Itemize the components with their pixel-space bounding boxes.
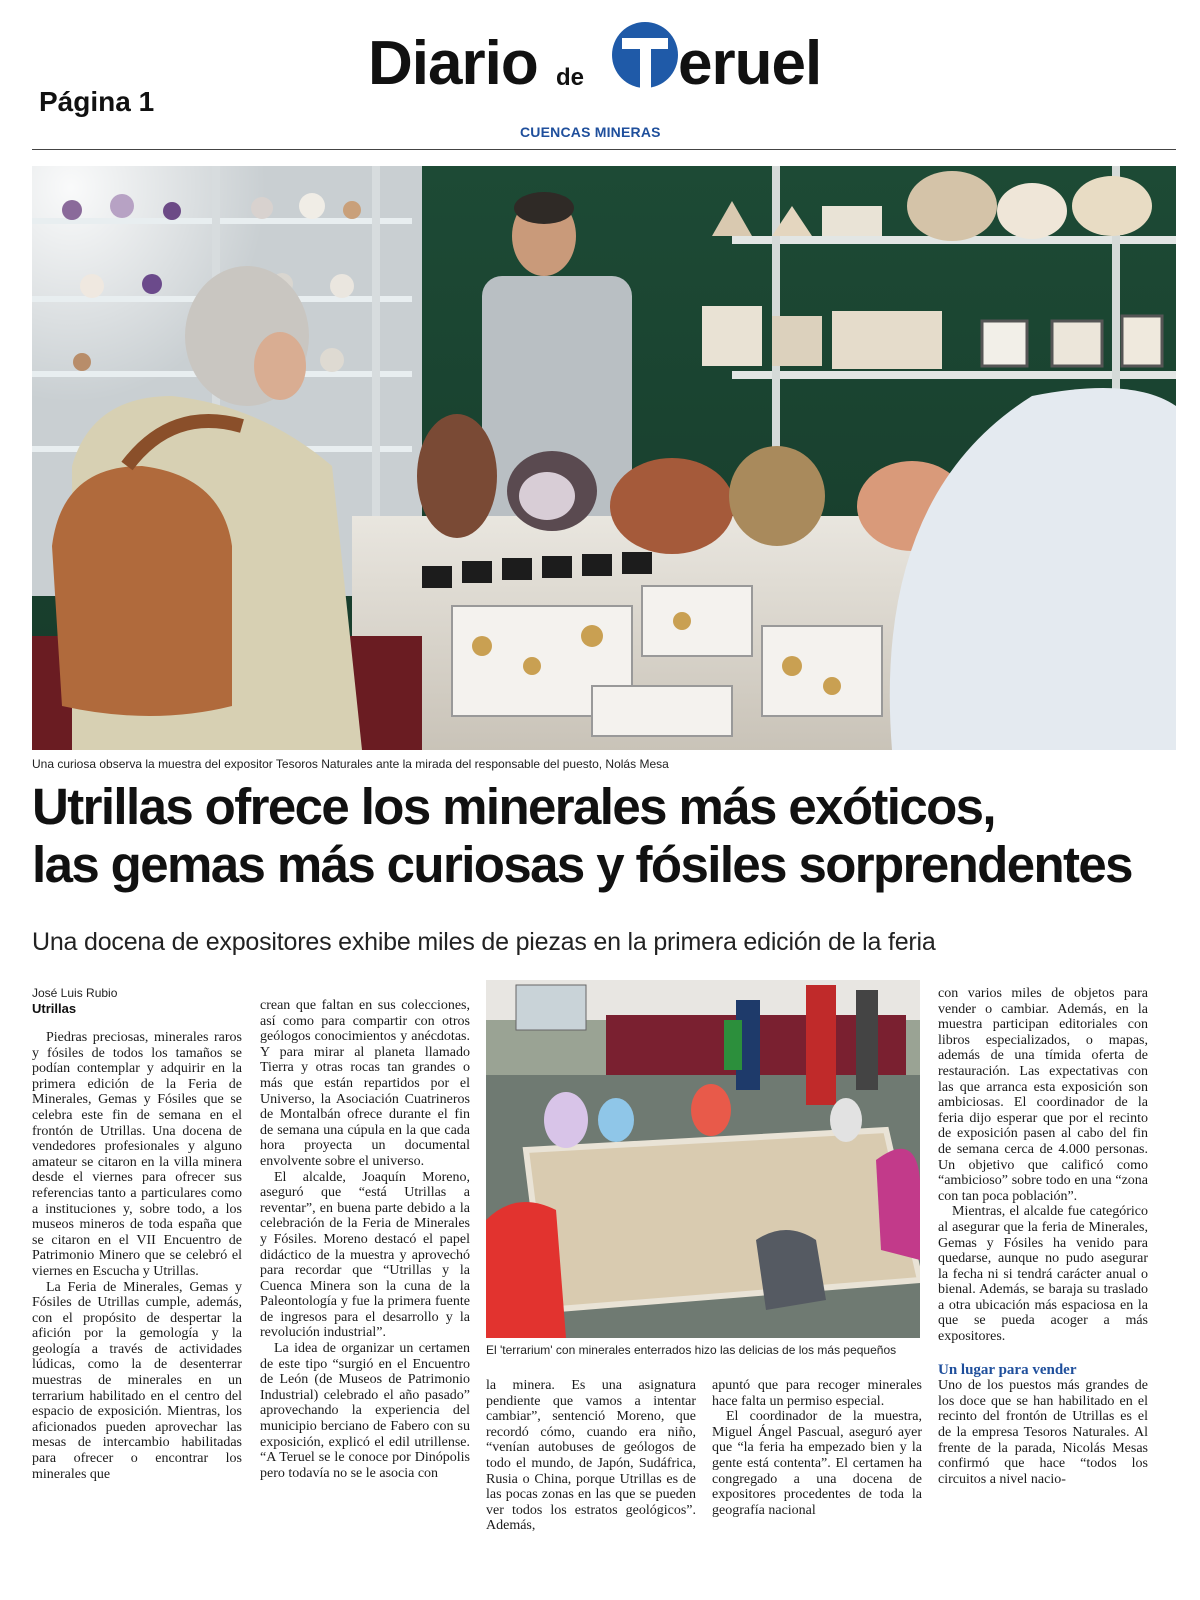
article-paragraph: Piedras preciosas, minerales raros y fósiles de todos los tamaños se podían contemplar y adquirir en la primera edición de la Feria de Minerales, Gemas y Fósiles que se celebra este fin de semana en el frontón de Utrillas. Una docena de vendedores profesionales y alguno amateur se citaron en la villa minera desde el viernes para ofrecer sus referencias tanto a particulares como a instituciones y, sobre todo, a los museos mineros de toda españa que se citaron en el VII Encuentro de Patrimonio Minero que se celebró el viernes en Escucha y Utrillas. [32, 1030, 242, 1279]
article-column-2 [260, 998, 470, 1481]
article-column-5 [938, 986, 1148, 1487]
article-paragraph: apuntó que para recoger minerales hace falta un permiso especial. [712, 1378, 922, 1409]
section-label: CUENCAS MINERAS [520, 124, 661, 140]
article-paragraph: La idea de organizar un certamen de este tipo “surgió en el Encuentro de León (de Museos de Patrimonio Industrial) celebrado el año pasado” aprovechando la experiencia del municipio berciano de Fabero con su exposición, explicó el edil utrillense. “A Teruel se le conoce por Dinópolis pero todavía no se le asocia con [260, 1341, 470, 1481]
article-paragraph: Mientras, el alcalde fue categórico al asegurar que la feria de Minerales, Gemas y Fósiles ha venido para quedarse, aunque no pudo asegurar la fecha ni si tendrá carácter anual o bienal. Además, se baraja su traslado a otra ubicación más espaciosa en la que se pueda acoger a más expositores. [938, 1204, 1148, 1345]
article-column-4 [712, 1378, 922, 1518]
headline-line-2: las gemas más curiosas y fósiles sorprendentes [32, 836, 1132, 893]
article-paragraph: El alcalde, Joaquín Moreno, aseguró que “está Utrillas a reventar”, en buena parte debido a la celebración de la Feria de Minerales y Fósiles. Moreno destacó el papel didáctico de la muestra y aprovechó para recordar que “Utrillas y la Cuenca Minera son la cuna de la Paleontología y fue la primera fuente de ingresos para el desarrollo y la revolución industrial”. [260, 1169, 470, 1341]
main-photo [32, 166, 1176, 750]
article-column-1 [32, 1030, 242, 1482]
article-paragraph: con varios miles de objetos para vender o cambiar. Además, en la muestra participan editoriales con libros especializados, o mapas, además de una tímida oferta de restauración. Las expectativas con las que arranca esta exposición son ambiciosas. El coordinador de la feria dijo esperar que por el recinto de exposición pasen al cabo del fin de semana cerca de 4.000 personas. Un objetivo que calificó como “ambicioso” sobre todo en una “zona con tan poca población”. [938, 986, 1148, 1204]
article-paragraph: El coordinador de la muestra, Miguel Ángel Pascual, aseguró ayer que “la feria ha empezado bien y la gente está contenta”. El certamen ha congregado a una docena de expositores procedentes de toda la geografía nacional [712, 1409, 922, 1518]
masthead-word-diario: Diario [368, 29, 538, 98]
byline-place: Utrillas [32, 1001, 77, 1016]
page-label: Página 1 [39, 86, 155, 117]
masthead-word-teruel: eruel [678, 29, 822, 98]
article-paragraph: crean que faltan en sus colecciones, así como para compartir con otros geólogos conocimientos y anécdotas. Y para mirar al planeta llamado Tierra y otras rocas tan grandes o más que están repartidos por el Universo, la Asociación Cuatrineros de Montalbán ofrece durante el fin de semana una cúpula en la que cada hora proyecta un documental envolvente sobre el universo. [260, 998, 470, 1169]
second-photo [486, 980, 920, 1338]
article-column-3 [486, 1378, 696, 1534]
headline-line-1: Utrillas ofrece los minerales más exóticos, [32, 778, 996, 835]
second-photo-caption: El 'terrarium' con minerales enterrados hizo las delicias de los más pequeños [486, 1343, 897, 1357]
article-subtitle: Un lugar para vender [938, 1361, 1077, 1378]
masthead-logo [360, 22, 840, 102]
subheadline: Una docena de expositores exhibe miles de piezas en la primera edición de la feria [32, 928, 936, 956]
masthead-t-logo-icon [612, 22, 678, 88]
top-divider [32, 149, 1176, 150]
article-paragraph: Uno de los puestos más grandes de los doce que se han habilitado en el recinto del frontón de Utrillas es el de la empresa Tesoros Naturales. Al frente de la parada, Nicolás Mesas confirmó que hace “todos los circuitos a nivel nacio- [938, 1378, 1148, 1487]
byline-author: José Luis Rubio [32, 986, 118, 1000]
main-photo-caption: Una curiosa observa la muestra del expositor Tesoros Naturales ante la mirada del responsable del puesto, Nolás Mesa [32, 757, 669, 771]
headline [32, 778, 1182, 894]
article-paragraph: La Feria de Minerales, Gemas y Fósiles de Utrillas cumple, además, con el propósito de despertar la afición por la gemología y la geología a través de actividades lúdicas, como la de desenterrar muestras de minerales en un terrarium habilitado en el centro del espacio de exposición. Mientras, los aficionados pueden aprovechar las mesas de intercambio habilitadas para ofrecer o encontrar los minerales que [32, 1279, 242, 1482]
masthead-word-de: de [556, 64, 585, 91]
article-paragraph: la minera. Es una asignatura pendiente que vamos a intentar cambiar”, sentenció Moreno, que recordó cómo, cuando era niño, “venían autobuses de geólogos de todo el mundo, de Japón, Sudáfrica, Rusia o China, porque Utrillas es de las pocas zonas en las que se pueden ver todos los estratos geológicos”. Además, [486, 1378, 696, 1534]
